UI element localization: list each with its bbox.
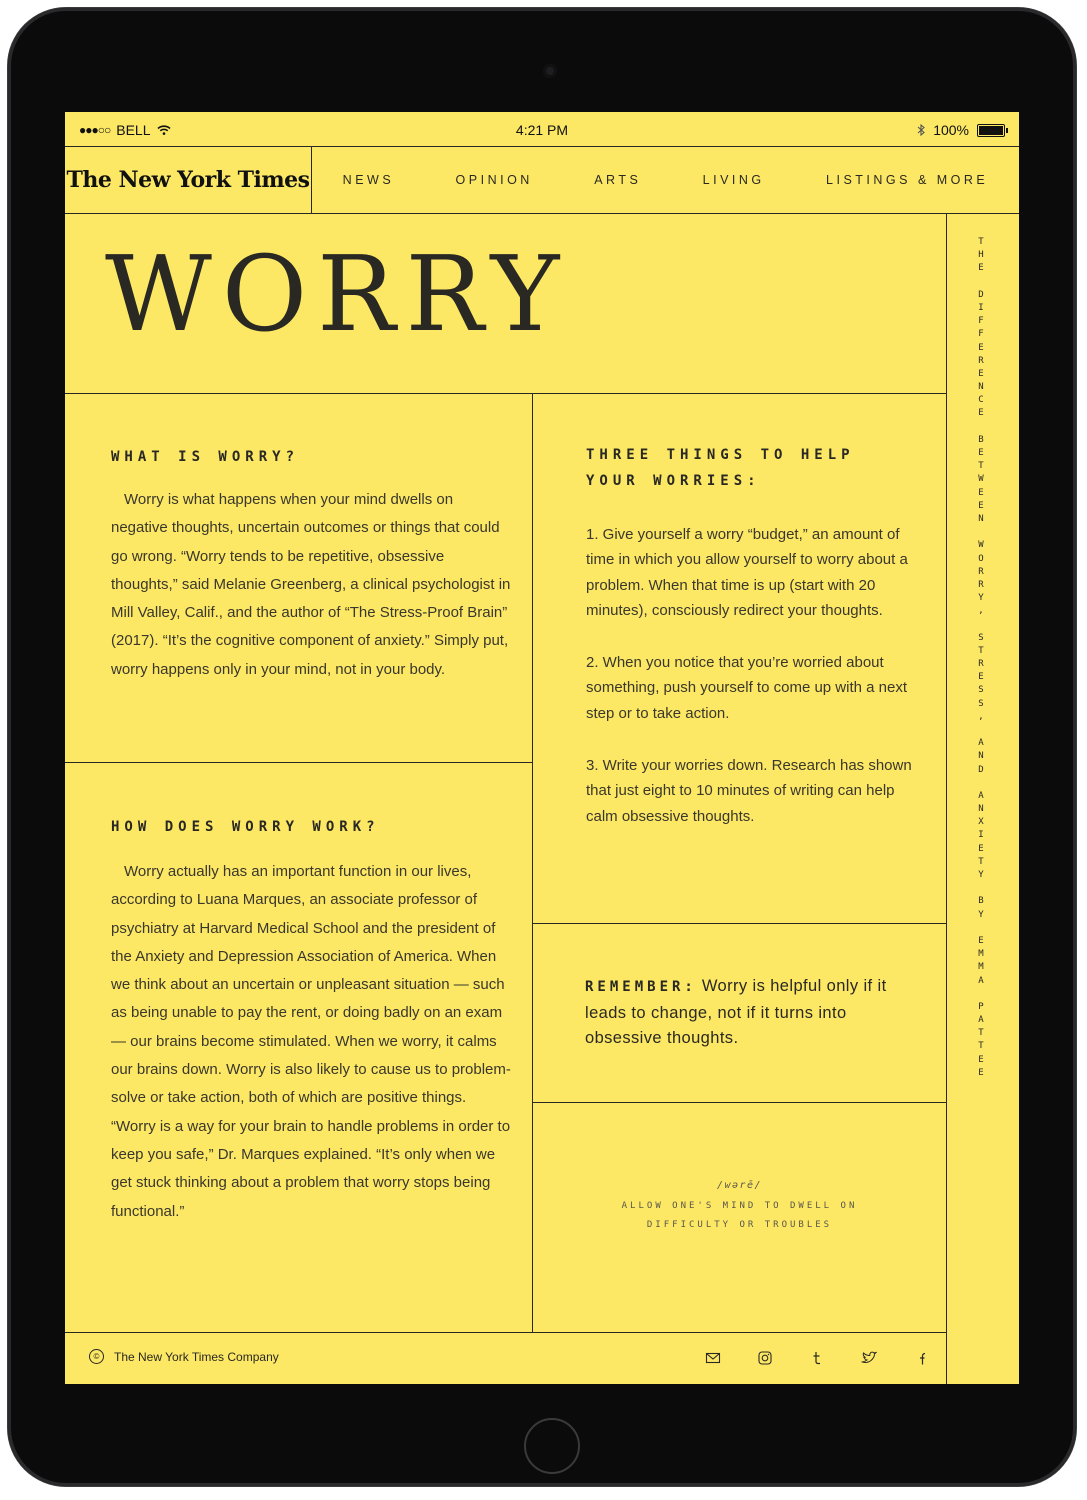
signal-dots-icon: ●●●○○ (79, 123, 111, 137)
tumblr-icon[interactable] (807, 1348, 827, 1368)
byline-vertical-text: T H E D I F F E R E N C E B E T W E E N W O R R Y , S T R E S S , A N D A N X I E T Y B Y E M M A P A T T E E (978, 237, 984, 1078)
tip-item: 1. Give yourself a worry “budget,” an amount of time in which you allow yourself to worry about a problem. When that time is up (start with 20 minutes), consciously redirect your thoughts. (586, 526, 908, 619)
right-divider-2 (532, 1102, 947, 1103)
what-is-worry-heading: WHAT IS WORRY? (111, 449, 300, 465)
home-button[interactable] (524, 1418, 580, 1474)
remember-label: REMEMBER: (585, 979, 697, 995)
facebook-icon[interactable] (911, 1348, 931, 1368)
battery-percent: 100% (933, 122, 969, 138)
site-footer (65, 1332, 947, 1384)
social-links (703, 1348, 931, 1368)
what-is-worry-body: Worry is what happens when your mind dwells on negative thoughts, uncertain outcomes or things that could go wrong. “Worry tends to be repetitive, obsessive thoughts,” said Melanie Greenberg, a clinical psychologist in Mill Valley, Calif., and the author of “The Stress-Proof Brain” (2017). “It’s the cognitive component of anxiety.” Simply put, worry happens only in your mind, not in your body. (111, 491, 511, 678)
remember-text (585, 974, 915, 1052)
screen (65, 112, 1019, 1384)
battery-icon (977, 124, 1005, 137)
definition-line1: ALLOW ONE'S MIND TO DWELL ON (621, 1201, 858, 1211)
how-does-worry-work-section (111, 814, 511, 1226)
nav-arts[interactable]: ARTS (594, 173, 642, 187)
three-things-heading-line2: YOUR WORRIES: (586, 473, 761, 489)
nav-living[interactable]: LIVING (702, 173, 765, 187)
instagram-icon[interactable] (755, 1348, 775, 1368)
main-nav (312, 147, 1019, 213)
tip-item: 3. Write your worries down. Research has shown that just eight to 10 minutes of writing can help calm obsessive thoughts. (586, 757, 912, 825)
three-things-heading-line1: THREE THINGS TO HELP (586, 447, 855, 463)
definition-section (532, 1180, 947, 1235)
remember-section (585, 974, 915, 1052)
pronunciation: /wərē/ (716, 1180, 763, 1191)
how-does-worry-work-body: Worry actually has an important function in our lives, according to Luana Marques, an associate professor of psychiatry at Harvard Medical School and the president of the Anxiety and Depression Association of America. When we think about an uncertain or unpleasant situation — such as being unable to pay the rent, or doing badly on an exam — our brains become stimulated. When we worry, it calms our brains down. Worry is also likely to cause us to problem-solve or take action, both of which are positive things. “Worry is a way for your brain to handle problems in order to keep you safe,” Dr. Marques explained. “It’s only when we get stuck thinking about a problem that worry stops being functional.” (111, 863, 511, 1220)
twitter-icon[interactable] (859, 1348, 879, 1368)
definition-text (532, 1197, 947, 1235)
bluetooth-icon (917, 124, 925, 136)
carrier-name: BELL (116, 122, 151, 138)
definition-line2: DIFFICULTY OR TROUBLES (646, 1220, 833, 1230)
three-things-section (586, 442, 916, 856)
site-header (65, 146, 1019, 214)
footer-copyright (89, 1349, 279, 1364)
left-divider (65, 762, 532, 763)
front-camera (543, 64, 557, 78)
copyright-icon: © (89, 1349, 104, 1364)
what-is-worry-section (111, 444, 511, 684)
mail-icon[interactable] (703, 1348, 723, 1368)
status-bar (65, 112, 1019, 146)
nav-opinion[interactable]: OPINION (455, 173, 533, 187)
how-does-worry-work-heading: HOW DOES WORRY WORK? (111, 819, 380, 835)
status-time: 4:21 PM (515, 122, 569, 138)
nav-news[interactable]: NEWS (342, 173, 395, 187)
right-divider-1 (532, 923, 947, 924)
nyt-logo[interactable]: The New York Times (65, 147, 312, 213)
remember-body: Worry is helpful only if it leads to change, not if it turns into obsessive thoughts. (585, 977, 887, 1047)
status-right (917, 122, 1005, 138)
title-section (65, 214, 947, 394)
vertical-byline (947, 214, 1019, 1384)
tip-item: 2. When you notice that you’re worried about something, push yourself to come up with a next step or to take action. (586, 654, 908, 722)
page-title: WORRY (105, 233, 570, 355)
company-name[interactable]: The New York Times Company (114, 1349, 279, 1364)
nav-listings-more[interactable]: LISTINGS & MORE (826, 173, 989, 187)
